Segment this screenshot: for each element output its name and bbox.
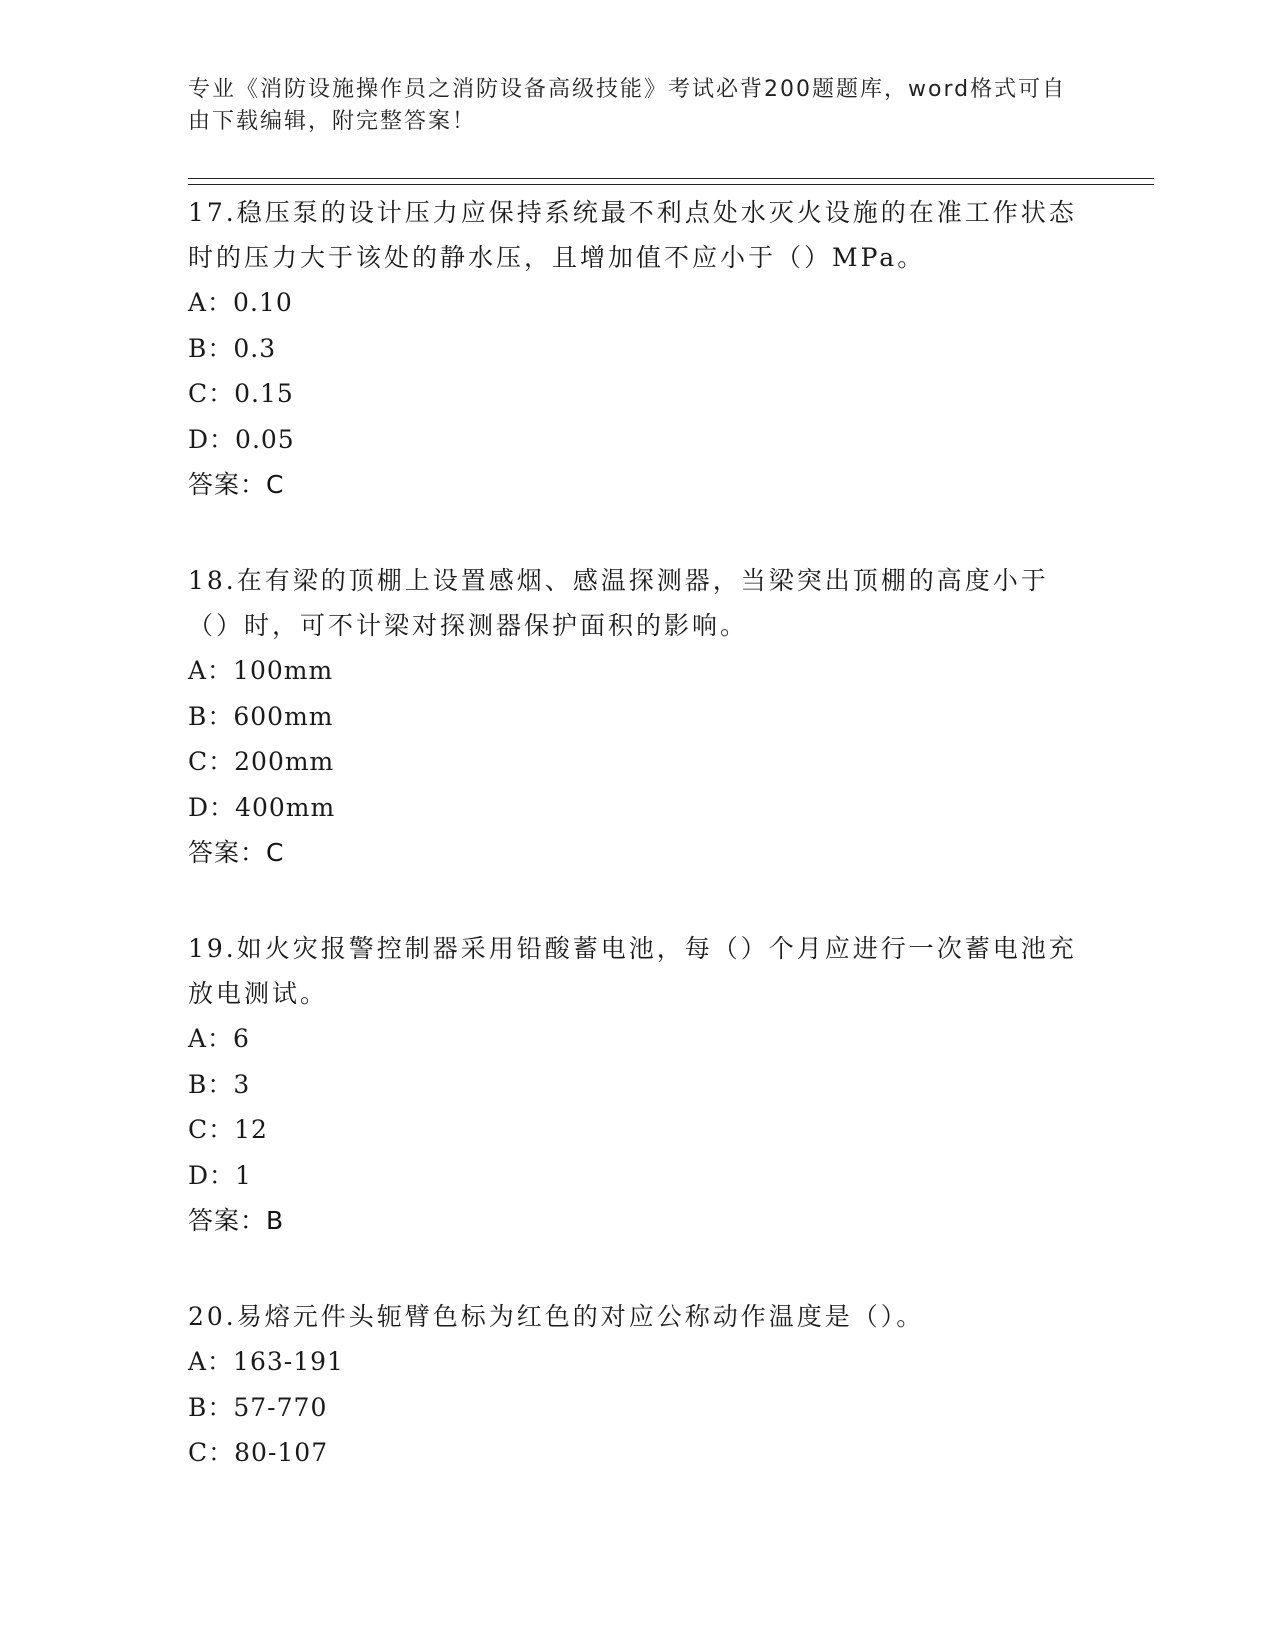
document-header: 专业《消防设施操作员之消防设备高级技能》考试必背200题题库，word格式可自由下载编辑，附完整答案！: [188, 77, 1067, 134]
option-a: A：6: [188, 1024, 250, 1053]
question-stem: 20.易熔元件头轭臂色标为红色的对应公称动作温度是（）。: [188, 1302, 925, 1331]
question-stem: 19.如火灾报警控制器采用铅酸蓄电池，每（）个月应进行一次蓄电池充放电测试。: [188, 934, 1077, 1008]
option-b: B：57-770: [188, 1392, 328, 1422]
option-d: D：400mm: [188, 792, 336, 822]
question-20: [188, 1294, 1088, 1476]
question-18: [188, 558, 1088, 875]
question-list: [188, 190, 1088, 1527]
question-stem: 18.在有梁的顶棚上设置感烟、感温探测器，当梁突出顶棚的高度小于（）时，可不计梁对探测器保护面积的影响。: [188, 566, 1049, 640]
option-b: B：600mm: [188, 701, 334, 731]
option-c: C：200mm: [188, 747, 335, 776]
option-a: A：163-191: [188, 1347, 344, 1376]
option-b: B：3: [188, 1069, 251, 1099]
answer: 答案：C: [188, 470, 285, 499]
question-17: [188, 190, 1088, 507]
answer: 答案：B: [188, 1206, 285, 1235]
option-d: D：0.05: [188, 424, 295, 454]
option-a: A：0.10: [188, 288, 293, 317]
option-b: B：0.3: [188, 333, 277, 363]
header-divider: [188, 178, 1154, 185]
answer: 答案：C: [188, 838, 285, 867]
option-c: C：80-107: [188, 1438, 329, 1467]
option-c: C：12: [188, 1115, 268, 1144]
option-c: C：0.15: [188, 379, 294, 408]
question-19: [188, 926, 1088, 1243]
question-stem: 17.稳压泵的设计压力应保持系统最不利点处水灭火设施的在准工作状态时的压力大于该处的静水压，且增加值不应小于（）MPa。: [188, 198, 1077, 272]
option-d: D：1: [188, 1160, 252, 1190]
option-a: A：100mm: [188, 656, 334, 685]
